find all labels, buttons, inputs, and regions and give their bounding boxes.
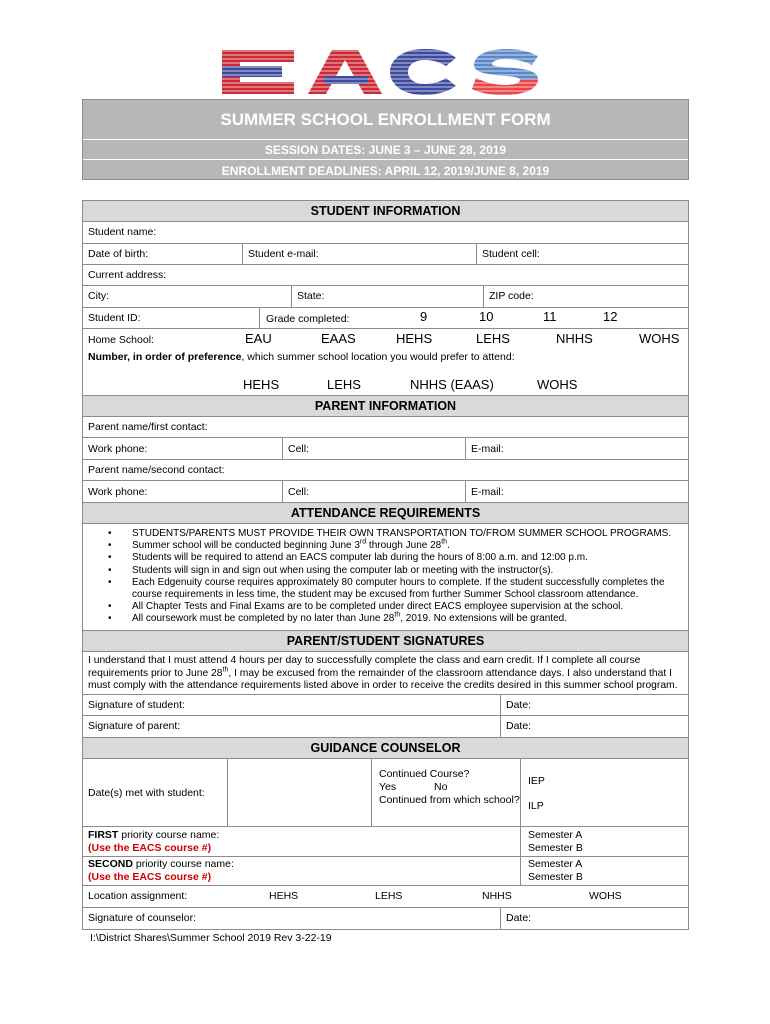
- attendance-list: [116, 528, 686, 626]
- home-school-wohs[interactable]: WOHS: [639, 331, 680, 346]
- grade-option-9[interactable]: 9: [420, 309, 428, 324]
- parent-signature-label[interactable]: Signature of parent:: [88, 720, 181, 732]
- guidance-title: GUIDANCE COUNSELOR: [310, 741, 461, 755]
- location-hehs-option[interactable]: HEHS: [269, 890, 299, 902]
- second-semester-b-option[interactable]: Semester B: [528, 871, 583, 883]
- counselor-date-label[interactable]: Date:: [506, 912, 532, 924]
- ilp-option[interactable]: ILP: [528, 800, 544, 812]
- attendance-item: • Each Edgenuity course requires approximately 80 computer hours to complete. If the student successfully completes the course requirements in less time, the student may be excused from further Summer School classroom attendance.: [116, 577, 686, 601]
- location-lehs-option[interactable]: LEHS: [375, 890, 403, 902]
- parent2-work-phone-label[interactable]: Work phone:: [88, 486, 148, 498]
- student-name-label[interactable]: Student name:: [88, 226, 157, 238]
- first-semester-b-option[interactable]: Semester B: [528, 842, 583, 854]
- preference-bold: Number, in order of preference: [88, 351, 242, 363]
- preference-wohs[interactable]: WOHS: [537, 377, 578, 392]
- preference-rest: , which summer school location you would prefer to attend:: [241, 351, 515, 363]
- location-nhhs-option[interactable]: NHHS: [482, 890, 512, 902]
- counselor-signature-label[interactable]: Signature of counselor:: [88, 912, 196, 924]
- first-priority-course-label[interactable]: FIRST priority course name:: [88, 829, 220, 841]
- home-school-eaas[interactable]: EAAS: [321, 331, 356, 346]
- home-school-eau[interactable]: EAU: [245, 331, 272, 346]
- student-signature-label[interactable]: Signature of student:: [88, 699, 185, 711]
- parent1-cell-label[interactable]: Cell:: [288, 443, 310, 455]
- attendance-item: • Summer school will be conducted beginning June 3rd through June 28th.: [116, 540, 686, 552]
- agreement-paragraph: I understand that I must attend 4 hours per day to successfully complete the class and earn credit. If I complete all course requirements prior to June 28th, I may be excused from the remainder of the classroom attendance days. I also understand that I must comply with the attendance requirements listed above in order to receive the credits desired in this summer school program.: [88, 655, 678, 691]
- parent-signature-date-label[interactable]: Date:: [506, 720, 532, 732]
- continued-course-label: Continued Course?: [379, 768, 470, 780]
- continued-yes-option[interactable]: Yes: [379, 781, 397, 793]
- parent2-email-label[interactable]: E-mail:: [471, 486, 504, 498]
- address-label[interactable]: Current address:: [88, 269, 167, 281]
- grade-option-10[interactable]: 10: [479, 309, 494, 324]
- student-info-title: STUDENT INFORMATION: [310, 204, 461, 218]
- signatures-title: PARENT/STUDENT SIGNATURES: [286, 634, 485, 648]
- parent-second-contact-label[interactable]: Parent name/second contact:: [88, 464, 225, 476]
- parent-first-contact-label[interactable]: Parent name/first contact:: [88, 421, 208, 433]
- continued-from-school-label[interactable]: Continued from which school?: [379, 794, 520, 806]
- dob-label[interactable]: Date of birth:: [88, 248, 149, 260]
- parent2-cell-label[interactable]: Cell:: [288, 486, 310, 498]
- location-wohs-option[interactable]: WOHS: [589, 890, 622, 902]
- home-school-hehs[interactable]: HEHS: [396, 331, 433, 346]
- location-assignment-label: Location assignment:: [88, 890, 188, 902]
- grade-option-12[interactable]: 12: [603, 309, 618, 324]
- continued-no-option[interactable]: No: [434, 781, 448, 793]
- parent1-email-label[interactable]: E-mail:: [471, 443, 504, 455]
- second-use-eacs-note: (Use the EACS course #): [88, 871, 212, 883]
- form-title: SUMMER SCHOOL ENROLLMENT FORM: [220, 110, 551, 129]
- preference-hehs[interactable]: HEHS: [243, 377, 280, 392]
- attendance-item: • Students will be required to attend an EACS computer lab during the hours of 8:00 a.m. and 12:00 p.m.: [116, 552, 686, 564]
- attendance-title: ATTENDANCE REQUIREMENTS: [290, 506, 481, 520]
- student-email-label[interactable]: Student e-mail:: [248, 248, 319, 260]
- home-school-nhhs[interactable]: NHHS: [556, 331, 593, 346]
- student-signature-date-label[interactable]: Date:: [506, 699, 532, 711]
- first-semester-a-option[interactable]: Semester A: [528, 829, 583, 841]
- attendance-item: • STUDENTS/PARENTS MUST PROVIDE THEIR OWN TRANSPORTATION TO/FROM SUMMER SCHOOL PROGRAMS.: [116, 528, 686, 540]
- attendance-item: • All Chapter Tests and Final Exams are to be completed under direct EACS employee supervision at the school.: [116, 601, 686, 613]
- eacs-logo-graphic: [220, 46, 550, 98]
- home-school-lehs[interactable]: LEHS: [476, 331, 510, 346]
- home-school-label: Home School:: [88, 334, 154, 346]
- student-cell-label[interactable]: Student cell:: [482, 248, 540, 260]
- parent-info-title: PARENT INFORMATION: [314, 399, 457, 413]
- second-priority-course-label[interactable]: SECOND priority course name:: [88, 858, 234, 870]
- dates-met-label[interactable]: Date(s) met with student:: [88, 787, 205, 799]
- eacs-logo: [220, 46, 550, 98]
- footer-file-path: I:\District Shares\Summer School 2019 Rev 3-22-19: [90, 932, 332, 944]
- grade-option-11[interactable]: 11: [543, 309, 557, 324]
- enrollment-deadlines: ENROLLMENT DEADLINES: APRIL 12, 2019/JUNE 8, 2019: [221, 164, 550, 178]
- attendance-item: • Students will sign in and sign out when using the computer lab or meeting with the instructor(s).: [116, 565, 686, 577]
- zip-label[interactable]: ZIP code:: [489, 290, 534, 302]
- attendance-item: • All coursework must be completed by no later than June 28th, 2019. No extensions will be granted.: [116, 613, 686, 625]
- city-label[interactable]: City:: [88, 290, 109, 302]
- student-id-label[interactable]: Student ID:: [88, 312, 141, 324]
- iep-option[interactable]: IEP: [528, 775, 545, 787]
- grade-completed-label: Grade completed:: [266, 313, 350, 325]
- preference-lehs[interactable]: LEHS: [327, 377, 361, 392]
- second-semester-a-option[interactable]: Semester A: [528, 858, 583, 870]
- preference-nhhs-eaas[interactable]: NHHS (EAAS): [410, 377, 494, 392]
- parent1-work-phone-label[interactable]: Work phone:: [88, 443, 148, 455]
- state-label[interactable]: State:: [297, 290, 325, 302]
- preference-instruction: [88, 351, 515, 364]
- session-dates: SESSION DATES: JUNE 3 – JUNE 28, 2019: [264, 143, 507, 157]
- first-use-eacs-note: (Use the EACS course #): [88, 842, 212, 854]
